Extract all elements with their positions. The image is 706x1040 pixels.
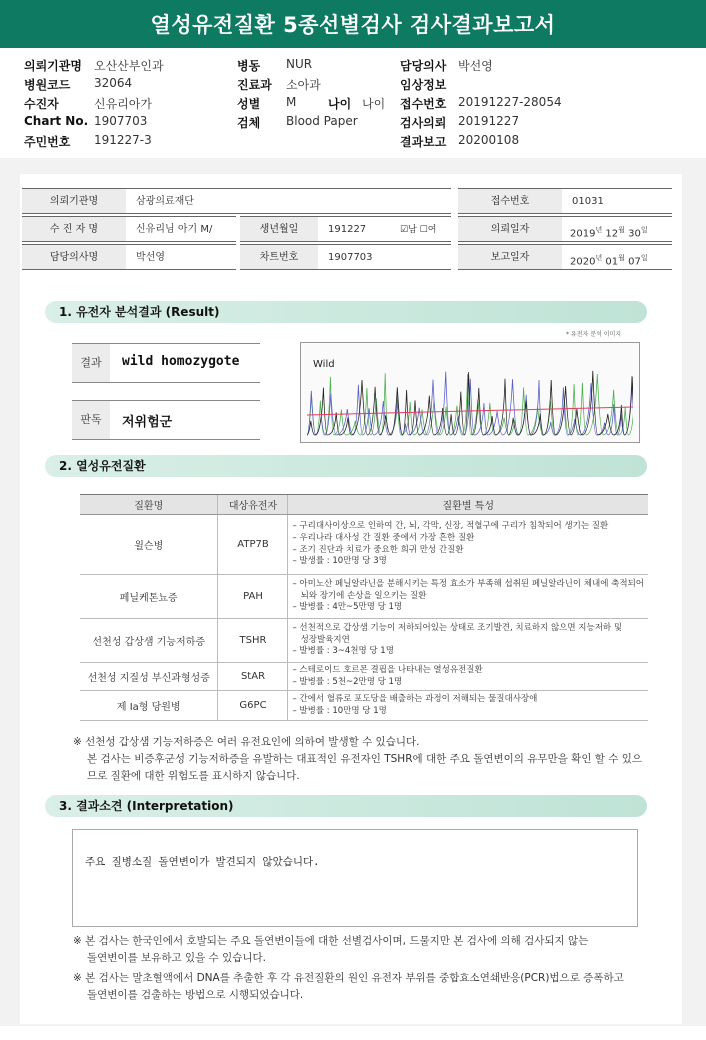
judge-value: 저위험군 [122, 415, 173, 430]
rep-unit-y: 년 [595, 254, 603, 262]
disease-table-header [80, 495, 648, 515]
result-row [72, 343, 260, 383]
disease-table-body [80, 515, 648, 721]
female-checkbox-icon: ☐ [419, 225, 428, 235]
disease-gene: G6PC [218, 691, 288, 721]
disease-features [288, 663, 648, 691]
disease-name: 페닐케톤뇨증 [80, 575, 218, 619]
sex-value: M [286, 95, 297, 109]
header-row-4 [24, 114, 684, 131]
disease-gene: PAH [218, 575, 288, 619]
hospital-label: 의뢰기관명 [24, 59, 82, 73]
id-label: 주민번호 [24, 135, 71, 149]
doctor-label: 담당의사 [400, 59, 447, 73]
section2-note-1: ※ 선천성 갑상샘 기능저하증은 여러 유전요인에 의하여 발생할 수 있습니다. [73, 736, 420, 748]
rep-month: 01 [605, 256, 619, 268]
feature-line: – 간에서 혈류로 포도당을 배출하는 과정이 저해되는 물질대사장애 [292, 694, 538, 705]
feature-line: – 발병률 : 3~4천명 당 1명 [292, 646, 394, 657]
image-note: * 유전자 분석 이미지 [566, 331, 622, 338]
receipt-no-value: 01031 [562, 188, 672, 214]
section2-note-3: 므로 질환에 대한 위험도를 표시하지 않습니다. [87, 770, 300, 782]
section3-note-4: 돌연변이를 검출하는 방법으로 시행되었습니다. [87, 989, 304, 1001]
doctor-value: 박선영 [458, 59, 493, 73]
birth-cell [318, 216, 451, 242]
rep-year: 2020 [570, 256, 596, 268]
ward-value: NUR [286, 57, 313, 71]
dept-label: 진료과 [237, 78, 272, 92]
code-value: 32064 [94, 76, 133, 90]
patient-value: 신유리아가 [94, 97, 152, 111]
disease-features [288, 575, 648, 619]
section2-note-2: 본 검사는 비증후군성 기능저하증을 유발하는 대표적인 유전자인 TSHR에 대한 주요 돌연변이의 유무만을 확인 할 수 있으 [87, 753, 643, 765]
req-day: 30 [628, 228, 641, 240]
birth-label: 생년월일 [240, 216, 318, 242]
birth-value: 191227 [328, 224, 367, 235]
disease-table [80, 494, 648, 721]
header-row-3 [24, 95, 684, 112]
disease-features [288, 691, 648, 721]
section3-note-3: ※ 본 검사는 말초혈액에서 DNA를 추출한 후 각 유전질환의 원인 유전자 부위를 중합효소연쇄반응(PCR)법으로 증폭하고 [73, 972, 624, 984]
disease-row [80, 515, 648, 575]
req-unit-d: 일 [640, 226, 648, 234]
feature-line: – 아미노산 페닐알라닌을 분해시키는 특정 효소가 부족해 섭취된 페닐알라닌이 체내에 축적되어 [292, 579, 644, 590]
disease-gene: StAR [218, 663, 288, 691]
header-row-5 [24, 133, 684, 150]
male-checkbox-icon: ☑ [400, 225, 409, 235]
age-label: 나이 [328, 97, 352, 111]
feature-line: – 발병률 : 5천~2만명 당 1명 [292, 676, 403, 687]
chart-label: Chart No. [24, 114, 89, 128]
patient-label: 수진자 [24, 97, 59, 111]
rep-date-label: 보고일자 [458, 244, 562, 270]
disease-row [80, 663, 648, 691]
feature-line: – 우리나라 대사성 간 질환 중에서 가장 흔한 질환 [292, 532, 475, 543]
feature-line: 뇌와 장기에 손상을 일으키는 질환 [292, 590, 427, 601]
ward-label: 병동 [237, 59, 261, 73]
feature-line: – 발생률 : 10만명 당 3명 [292, 556, 387, 567]
header-row-2 [24, 76, 684, 93]
age-value: 나이 [362, 97, 386, 111]
org-value: 삼광의료재단 [126, 188, 451, 214]
hospital-value: 오산산부인과 [94, 59, 164, 73]
chromatogram-label: Wild [313, 359, 335, 370]
req-date-label: 검사의뢰 [400, 116, 447, 130]
patient-name-value: 신유리님 아기 M/ [126, 216, 236, 242]
chart-no-value: 1907703 [318, 244, 451, 270]
report-title: 열성유전질환 5종선별검사 검사결과보고서 [0, 0, 706, 48]
disease-features [288, 515, 648, 575]
req-month: 12 [605, 228, 619, 240]
sex-label: 성별 [237, 97, 261, 111]
org-label: 의뢰기관명 [22, 188, 126, 214]
judge-label: 판독 [72, 401, 110, 439]
feature-line: 성장발육지연 [292, 634, 350, 645]
req-date-label-2: 의뢰일자 [458, 216, 562, 242]
rep-date-cell [562, 244, 672, 270]
disease-row [80, 575, 648, 619]
interpretation-text: 주요 질병소질 돌연변이가 발견되지 않았습니다. [85, 856, 320, 868]
section2-header: 2. 열성유전질환 [45, 455, 647, 477]
disease-name: 윌슨병 [80, 515, 218, 575]
disease-gene: ATP7B [218, 515, 288, 575]
result-value: wild homozygote [122, 354, 240, 369]
report-date-label: 결과보고 [400, 135, 447, 149]
section1-header: 1. 유전자 분석결과 (Result) [45, 301, 647, 323]
section3-header: 3. 결과소견 (Interpretation) [45, 795, 647, 817]
chromatogram-image [300, 342, 640, 443]
doctor-name-value: 박선영 [126, 244, 236, 270]
disease-name: 선천성 갑상샘 기능저하증 [80, 619, 218, 663]
chart-no-label: 차트번호 [240, 244, 318, 270]
id-value: 191227-3 [94, 133, 152, 147]
disease-name: 선천성 지질성 부신과형성증 [80, 663, 218, 691]
feature-line: – 발병률 : 10만명 당 1명 [292, 705, 387, 716]
disease-name: 제 Ia형 당원병 [80, 691, 218, 721]
receipt-no-label: 접수번호 [458, 188, 562, 214]
feature-line: – 선천적으로 갑상샘 기능이 저하되어있는 상태로 조기발견, 치료하지 않으면 지능저하 및 [292, 623, 623, 634]
report-date-value: 20200108 [458, 133, 520, 147]
female-label: 여 [427, 225, 437, 235]
specimen-label: 검체 [237, 116, 261, 130]
rep-day: 07 [628, 256, 641, 268]
section3-note-1: ※ 본 검사는 한국인에서 호발되는 주요 돌연변이들에 대한 선별검사이며, 드물지만 본 검사에 의해 검사되지 않는 [73, 935, 589, 947]
specimen-value: Blood Paper [286, 114, 358, 128]
req-unit-m: 월 [618, 226, 625, 234]
section3-note-2: 돌연변이를 보유하고 있을 수 있습니다. [87, 952, 266, 964]
feature-line: – 스테로이드 호르몬 결핍을 나타내는 열성유전질환 [292, 665, 483, 675]
interpretation-box [72, 829, 638, 927]
clinical-label: 임상정보 [400, 78, 447, 92]
disease-row [80, 619, 648, 663]
disease-row [80, 691, 648, 721]
patient-name-label: 수 진 자 명 [22, 216, 126, 242]
req-unit-y: 년 [595, 226, 603, 234]
feature-line: – 조기 진단과 치료가 중요한 희귀 만성 간질환 [292, 544, 464, 555]
req-year: 2019 [570, 228, 596, 240]
sex-checkbox-group [400, 217, 436, 243]
rep-unit-m: 월 [618, 254, 625, 262]
feature-line: – 발병률 : 4만~5만명 당 1명 [292, 602, 403, 613]
code-label: 병원코드 [24, 78, 71, 92]
judge-row [72, 400, 260, 440]
result-label: 결과 [72, 344, 110, 382]
dept-value: 소아과 [286, 78, 321, 92]
male-label: 남 [408, 225, 417, 235]
rep-unit-d: 일 [640, 254, 648, 262]
req-date-value: 20191227 [458, 114, 520, 128]
req-date-cell [562, 216, 672, 242]
col-disease: 질환명 [80, 495, 218, 515]
chart-value: 1907703 [94, 114, 148, 128]
doctor-name-label: 담당의사명 [22, 244, 126, 270]
receipt-label: 접수번호 [400, 97, 447, 111]
feature-line: – 구리대사이상으로 인하여 간, 뇌, 각막, 신장, 적혈구에 구리가 침착되어 생기는 질환 [292, 521, 609, 532]
receipt-value: 20191227-28054 [458, 95, 562, 109]
header-row-1 [24, 57, 684, 74]
col-gene: 대상유전자 [218, 495, 288, 515]
disease-features [288, 619, 648, 663]
col-features: 질환별 특성 [288, 495, 648, 515]
disease-gene: TSHR [218, 619, 288, 663]
chromatogram-trace [307, 357, 633, 437]
